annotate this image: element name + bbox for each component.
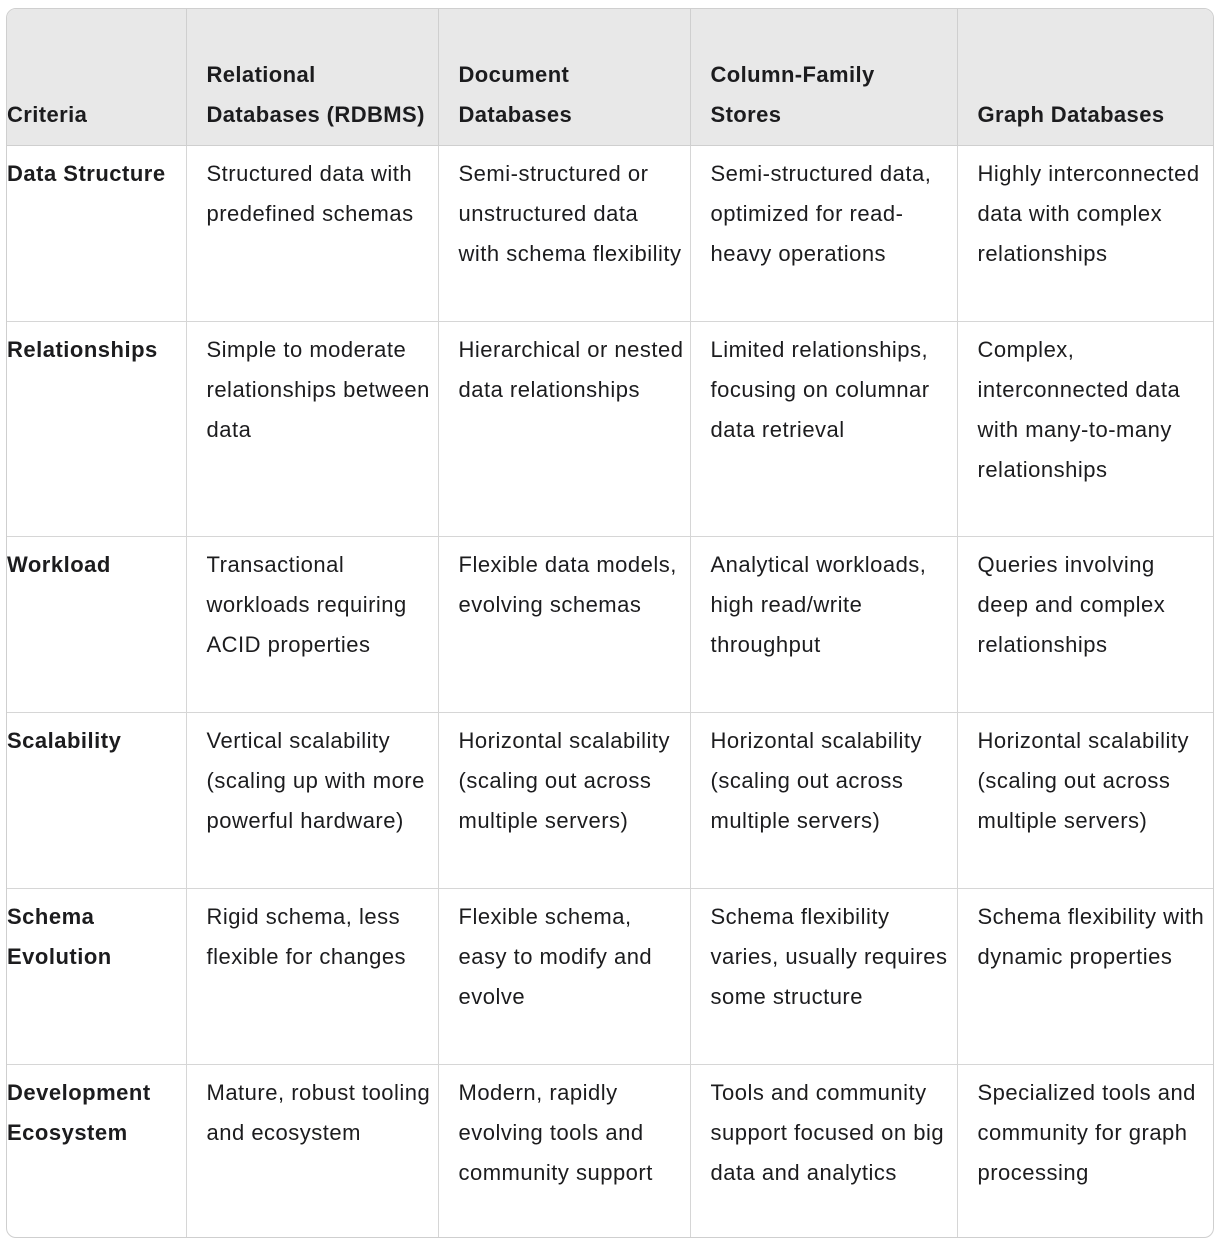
table-row: [7, 536, 1213, 712]
table-cell: Analytical workloads, high read/write throughput: [690, 536, 957, 712]
table-cell: Tools and community support focused on big data and analytics: [690, 1064, 957, 1237]
table-cell: Simple to moderate relationships between data: [186, 321, 438, 536]
table-row: [7, 888, 1213, 1064]
table-cell: Complex, interconnected data with many-to-many relationships: [957, 321, 1213, 536]
header-column-family-stores: Column-Family Stores: [690, 9, 957, 145]
table-cell: Structured data with predefined schemas: [186, 145, 438, 321]
header-document-databases: Document Databases: [438, 9, 690, 145]
table-cell: Queries involving deep and complex relationships: [957, 536, 1213, 712]
table-row: [7, 145, 1213, 321]
table-cell: Semi-structured or unstructured data with schema flexibility: [438, 145, 690, 321]
row-criteria: Development Ecosystem: [7, 1064, 186, 1237]
table-row: [7, 712, 1213, 888]
table-cell: Modern, rapidly evolving tools and community support: [438, 1064, 690, 1237]
header-relational-databases: Relational Databases (RDBMS): [186, 9, 438, 145]
row-criteria: Data Structure: [7, 145, 186, 321]
table-cell: Limited relationships, focusing on columnar data retrieval: [690, 321, 957, 536]
database-comparison-table: [7, 9, 1213, 1237]
table-cell: Vertical scalability (scaling up with more powerful hardware): [186, 712, 438, 888]
table-cell: Highly interconnected data with complex relationships: [957, 145, 1213, 321]
table-cell: Specialized tools and community for graph processing: [977, 1079, 1196, 1185]
table-cell: Horizontal scalability (scaling out across multiple servers): [957, 712, 1213, 888]
table-cell: Semi-structured data, optimized for read-heavy operations: [690, 145, 957, 321]
comparison-table-container: [6, 8, 1214, 1238]
table-cell: Mature, robust tooling and ecosystem: [186, 1064, 438, 1237]
table-cell: Schema flexibility with dynamic properties: [957, 888, 1213, 1064]
table-cell: Flexible schema, easy to modify and evolve: [438, 888, 690, 1064]
row-criteria: Scalability: [7, 712, 186, 888]
row-criteria: Relationships: [7, 321, 186, 536]
header-graph-databases: Graph Databases: [957, 9, 1213, 145]
header-row: [7, 9, 1213, 145]
row-criteria: Schema Evolution: [7, 888, 186, 1064]
table-cell: Horizontal scalability (scaling out across multiple servers): [690, 712, 957, 888]
table-cell: Flexible data models, evolving schemas: [438, 536, 690, 712]
table-cell: Horizontal scalability (scaling out across multiple servers): [438, 712, 690, 888]
table-cell: Transactional workloads requiring ACID properties: [186, 536, 438, 712]
table-row: [7, 321, 1213, 536]
row-criteria: Workload: [7, 536, 186, 712]
table-cell: Schema flexibility varies, usually requires some structure: [690, 888, 957, 1064]
table-cell: Hierarchical or nested data relationships: [438, 321, 690, 536]
table-row: [7, 1064, 1213, 1237]
header-criteria: Criteria: [7, 9, 186, 145]
table-cell: Rigid schema, less flexible for changes: [186, 888, 438, 1064]
